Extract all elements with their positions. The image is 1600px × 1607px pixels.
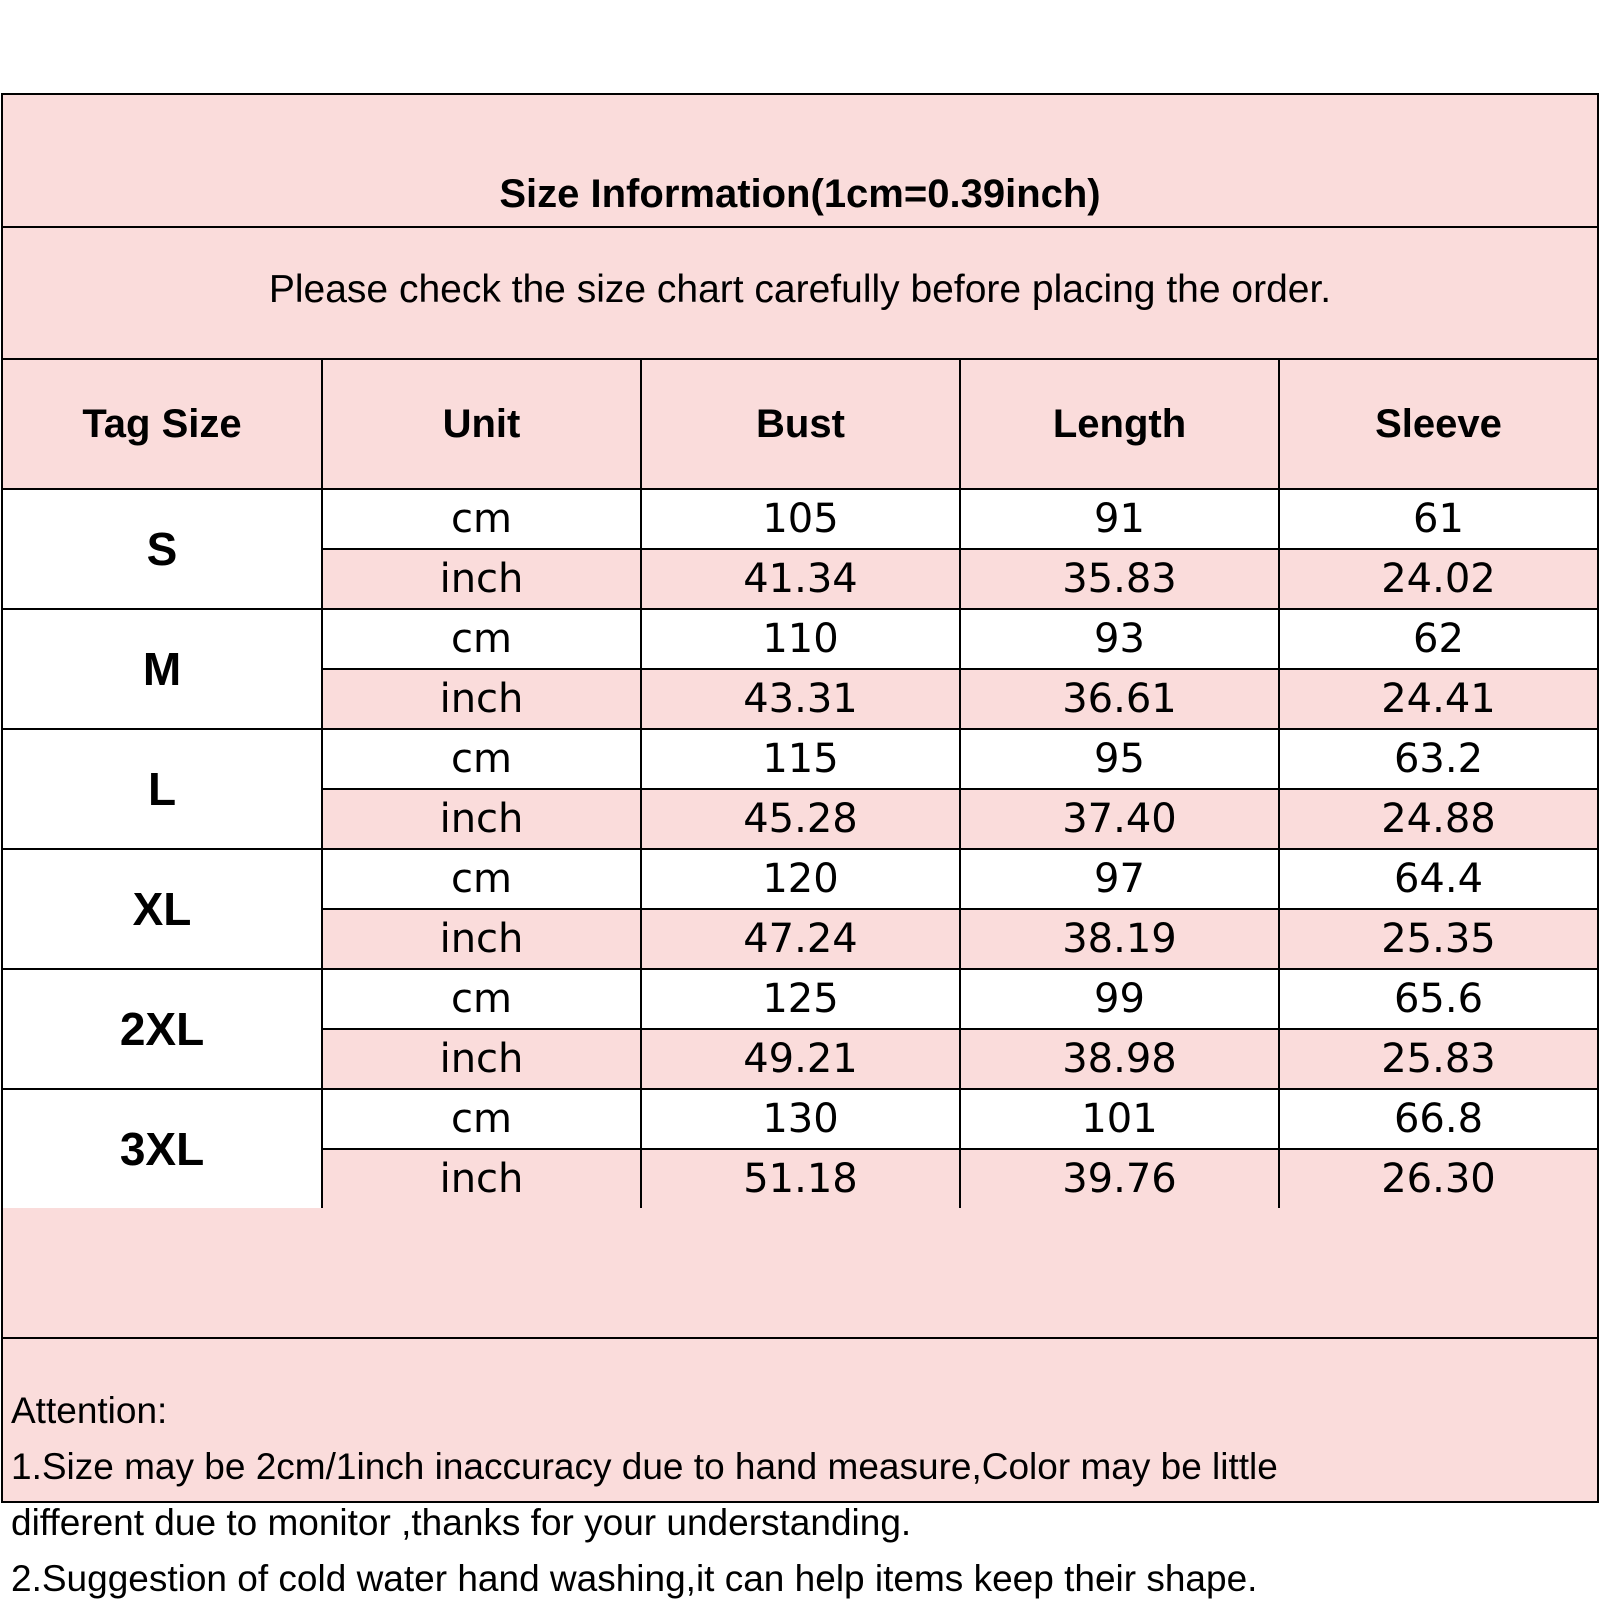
- unit-cell: inch: [322, 1029, 641, 1089]
- length-cell: 38.98: [960, 1029, 1279, 1089]
- table-row: [3, 609, 1597, 669]
- chart-title: Size Information(1cm=0.39inch): [499, 172, 1101, 216]
- unit-cell: cm: [322, 729, 641, 789]
- header-sleeve: Sleeve: [1279, 360, 1597, 489]
- length-cell: 97: [960, 849, 1279, 909]
- tag-size-cell: XL: [3, 849, 322, 969]
- unit-cell: inch: [322, 669, 641, 729]
- unit-cell: inch: [322, 789, 641, 849]
- header-bust: Bust: [641, 360, 960, 489]
- length-cell: 39.76: [960, 1149, 1279, 1208]
- sleeve-cell: 25.35: [1279, 909, 1597, 969]
- unit-cell: inch: [322, 909, 641, 969]
- unit-cell: cm: [322, 969, 641, 1029]
- unit-cell: cm: [322, 489, 641, 549]
- bust-cell: 115: [641, 729, 960, 789]
- sleeve-cell: 64.4: [1279, 849, 1597, 909]
- sleeve-cell: 24.41: [1279, 669, 1597, 729]
- sleeve-cell: 24.02: [1279, 549, 1597, 609]
- unit-cell: cm: [322, 849, 641, 909]
- subtitle-row: [3, 228, 1597, 360]
- sleeve-cell: 66.8: [1279, 1089, 1597, 1149]
- sleeve-cell: 25.83: [1279, 1029, 1597, 1089]
- table-row: [3, 729, 1597, 789]
- sleeve-cell: 26.30: [1279, 1149, 1597, 1208]
- note-line: different due to monitor ,thanks for your understanding.: [11, 1502, 912, 1543]
- unit-cell: inch: [322, 549, 641, 609]
- bust-cell: 105: [641, 489, 960, 549]
- tag-size-cell: 3XL: [3, 1089, 322, 1208]
- bust-cell: 51.18: [641, 1149, 960, 1208]
- sleeve-cell: 61: [1279, 489, 1597, 549]
- length-cell: 93: [960, 609, 1279, 669]
- length-cell: 38.19: [960, 909, 1279, 969]
- tag-size-cell: S: [3, 489, 322, 609]
- unit-cell: cm: [322, 609, 641, 669]
- sleeve-cell: 24.88: [1279, 789, 1597, 849]
- header-unit: Unit: [322, 360, 641, 489]
- table-row: [3, 489, 1597, 549]
- size-chart: [1, 93, 1599, 1599]
- length-cell: 37.40: [960, 789, 1279, 849]
- bust-cell: 43.31: [641, 669, 960, 729]
- table-row: [3, 969, 1597, 1029]
- header-tag-size: Tag Size: [3, 360, 322, 489]
- length-cell: 99: [960, 969, 1279, 1029]
- bust-cell: 110: [641, 609, 960, 669]
- sleeve-cell: 62: [1279, 609, 1597, 669]
- bust-cell: 125: [641, 969, 960, 1029]
- header-row: [3, 360, 1597, 489]
- size-table: [3, 360, 1597, 1208]
- unit-cell: inch: [322, 1149, 641, 1208]
- sleeve-cell: 63.2: [1279, 729, 1597, 789]
- note-line: 2.Suggestion of cold water hand washing,it can help items keep their shape.: [11, 1558, 1258, 1599]
- bust-cell: 45.28: [641, 789, 960, 849]
- bust-cell: 120: [641, 849, 960, 909]
- header-length: Length: [960, 360, 1279, 489]
- table-row: [3, 849, 1597, 909]
- length-cell: 35.83: [960, 549, 1279, 609]
- bust-cell: 130: [641, 1089, 960, 1149]
- unit-cell: cm: [322, 1089, 641, 1149]
- bust-cell: 41.34: [641, 549, 960, 609]
- sleeve-cell: 65.6: [1279, 969, 1597, 1029]
- bust-cell: 47.24: [641, 909, 960, 969]
- length-cell: 101: [960, 1089, 1279, 1149]
- title-row: [3, 95, 1597, 228]
- tag-size-cell: M: [3, 609, 322, 729]
- tag-size-cell: 2XL: [3, 969, 322, 1089]
- note-line: 1.Size may be 2cm/1inch inaccuracy due to hand measure,Color may be little: [11, 1446, 1278, 1487]
- attention-notes: [3, 1337, 1597, 1599]
- note-heading: Attention:: [11, 1390, 168, 1431]
- tag-size-cell: L: [3, 729, 322, 849]
- chart-subtitle: Please check the size chart carefully before placing the order.: [268, 268, 1332, 311]
- table-row: [3, 1089, 1597, 1149]
- length-cell: 36.61: [960, 669, 1279, 729]
- bust-cell: 49.21: [641, 1029, 960, 1089]
- length-cell: 91: [960, 489, 1279, 549]
- length-cell: 95: [960, 729, 1279, 789]
